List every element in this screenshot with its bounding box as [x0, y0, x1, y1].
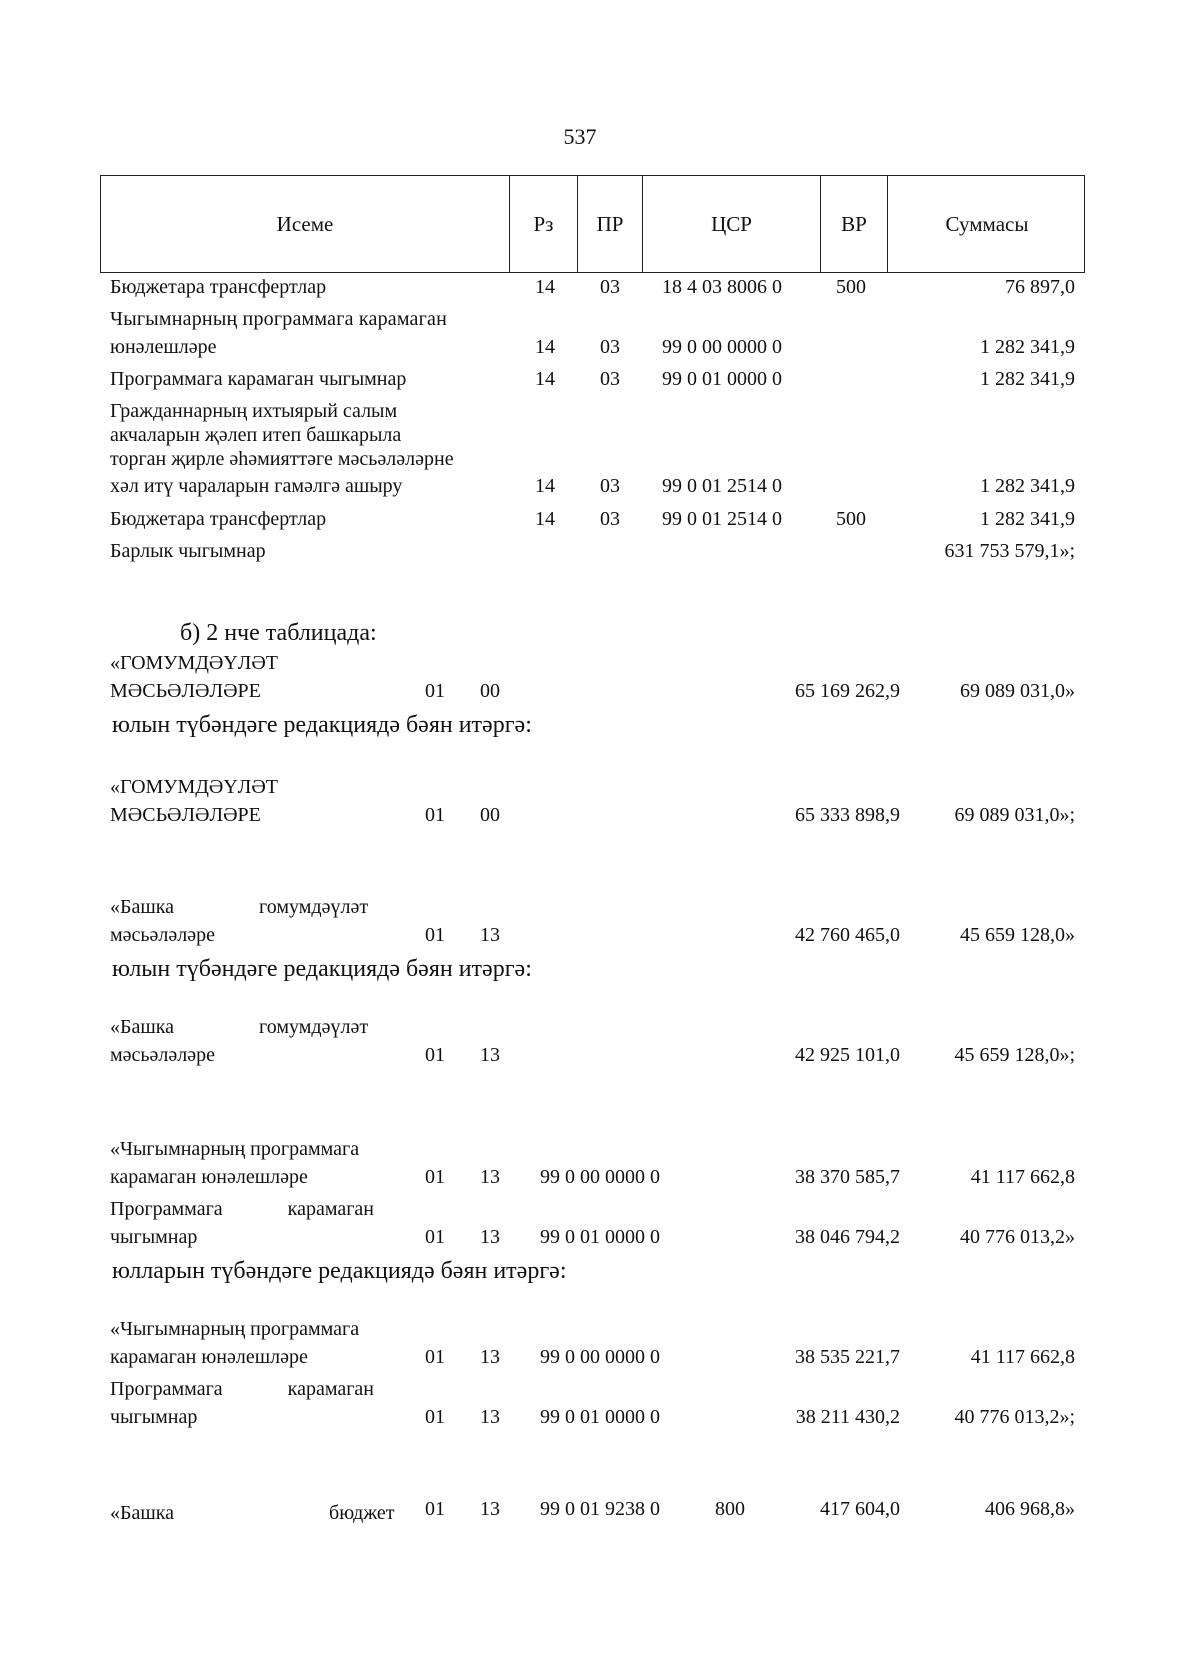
block-sum-2: 69 089 031,0»; — [954, 804, 1075, 826]
block-pr: 00 — [480, 680, 500, 702]
row-name: хәл итү чараларын гамәлгә ашыру — [110, 475, 403, 497]
block-sum-1: 38 535 221,7 — [795, 1346, 900, 1368]
row-name: Чыгымнарның программага карамаган — [110, 308, 448, 330]
instruction-text: юлын түбәндәге редакциядә бәян итәргә: — [112, 712, 532, 738]
row-name: Программага карамаган чыгымнар — [110, 368, 407, 390]
block-name: «ГОМУМДӘҮЛӘТ — [110, 776, 278, 798]
block-name: «Чыгымнарның программага — [110, 1318, 360, 1340]
block-sum-1: 65 333 898,9 — [795, 804, 900, 826]
row-sum: 1 282 341,9 — [980, 475, 1075, 497]
row-pr: 03 — [600, 368, 620, 390]
block-rz: 01 — [425, 680, 445, 702]
row-vr: 500 — [836, 276, 866, 298]
block-rz: 01 — [425, 1346, 445, 1368]
block-sum-1: 42 925 101,0 — [795, 1044, 900, 1066]
section-heading: б) 2 нче таблицада: — [180, 620, 377, 646]
block-rz: 01 — [425, 1166, 445, 1188]
header-rz: Рз — [509, 176, 577, 272]
block-sum-1: 65 169 262,9 — [795, 680, 900, 702]
row-rz: 14 — [535, 475, 555, 497]
block-name: МӘСЬӘЛӘЛӘРЕ — [110, 680, 261, 702]
block-name: чыгымнар — [110, 1406, 198, 1428]
row-sum: 76 897,0 — [1005, 276, 1075, 298]
block-sum-1: 38 370 585,7 — [795, 1166, 900, 1188]
row-pr: 03 — [600, 336, 620, 358]
block-sum-2: 45 659 128,0» — [960, 924, 1075, 946]
block-name: МӘСЬӘЛӘЛӘРЕ — [110, 804, 261, 826]
block-name: Программага карамаган — [110, 1378, 375, 1400]
header-vr: ВР — [820, 176, 887, 272]
block-rz: 01 — [425, 924, 445, 946]
block-sum-1: 38 211 430,2 — [795, 1406, 900, 1428]
block-rz: 01 — [425, 1406, 445, 1428]
block-pr: 00 — [480, 804, 500, 826]
row-name: юнәлешләре — [110, 336, 217, 358]
row-rz: 14 — [535, 276, 555, 298]
block-pr: 13 — [480, 924, 500, 946]
row-rz: 14 — [535, 368, 555, 390]
block-pr: 13 — [480, 1166, 500, 1188]
row-sum: 1 282 341,9 — [980, 368, 1075, 390]
block-sum-1: 417 604,0 — [820, 1498, 900, 1520]
block-csr: 99 0 01 0000 0 — [540, 1226, 660, 1248]
header-pr: ПР — [577, 176, 642, 272]
row-sum: 1 282 341,9 — [980, 508, 1075, 530]
row-pr: 03 — [600, 508, 620, 530]
row-name: акчаларын җәлеп итеп башкарыла — [110, 424, 402, 446]
block-sum-1: 38 046 794,2 — [795, 1226, 900, 1248]
row-name: Бюджетара трансфертлар — [110, 276, 327, 298]
block-csr: 99 0 01 0000 0 — [540, 1406, 660, 1428]
block-rz: 01 — [425, 1226, 445, 1248]
instruction-text: юлын түбәндәге редакциядә бәян итәргә: — [112, 956, 532, 982]
block-name: мәсьәләләре — [110, 1044, 215, 1066]
row-rz: 14 — [535, 508, 555, 530]
row-name: Гражданнарның ихтыярый салым — [110, 400, 398, 422]
row-vr: 500 — [836, 508, 866, 530]
block-sum-2: 45 659 128,0»; — [954, 1044, 1075, 1066]
block-name: карамаган юнәлешләре — [110, 1346, 308, 1368]
row-pr: 03 — [600, 475, 620, 497]
row-pr: 03 — [600, 276, 620, 298]
block-name: «Башка бюджет — [110, 1502, 395, 1524]
row-csr: 18 4 03 8006 0 — [662, 276, 782, 298]
block-pr: 13 — [480, 1498, 500, 1520]
header-sum: Суммасы — [887, 176, 1086, 272]
row-csr: 99 0 01 2514 0 — [662, 508, 782, 530]
block-vr: 800 — [715, 1498, 745, 1520]
block-csr: 99 0 00 0000 0 — [540, 1166, 660, 1188]
row-csr: 99 0 01 2514 0 — [662, 475, 782, 497]
block-sum-2: 406 968,8» — [985, 1498, 1075, 1520]
table-header — [100, 175, 1085, 273]
block-sum-2: 41 117 662,8 — [970, 1166, 1075, 1188]
block-sum-2: 69 089 031,0» — [960, 680, 1075, 702]
block-pr: 13 — [480, 1406, 500, 1428]
row-rz: 14 — [535, 336, 555, 358]
row-name: Бюджетара трансфертлар — [110, 508, 327, 530]
row-csr: 99 0 00 0000 0 — [662, 336, 782, 358]
block-pr: 13 — [480, 1044, 500, 1066]
row-sum: 631 753 579,1»; — [944, 540, 1075, 562]
block-sum-2: 41 117 662,8 — [970, 1346, 1075, 1368]
block-name: карамаган юнәлешләре — [110, 1166, 308, 1188]
row-csr: 99 0 01 0000 0 — [662, 368, 782, 390]
row-sum: 1 282 341,9 — [980, 336, 1075, 358]
block-name: Программага карамаган — [110, 1198, 375, 1220]
block-rz: 01 — [425, 1044, 445, 1066]
block-name: «Башка гомумдәүләт — [110, 1016, 369, 1038]
block-name: мәсьәләләре — [110, 924, 215, 946]
block-csr: 99 0 00 0000 0 — [540, 1346, 660, 1368]
block-sum-2: 40 776 013,2»; — [954, 1406, 1075, 1428]
block-name: чыгымнар — [110, 1226, 198, 1248]
instruction-text: юлларын түбәндәге редакциядә бәян итәргә: — [112, 1258, 567, 1284]
block-pr: 13 — [480, 1226, 500, 1248]
block-csr: 99 0 01 9238 0 — [540, 1498, 660, 1520]
block-name: «Башка гомумдәүләт — [110, 896, 369, 918]
row-name: Барлык чыгымнар — [110, 540, 266, 562]
block-rz: 01 — [425, 804, 445, 826]
block-name: «Чыгымнарның программага — [110, 1138, 360, 1160]
row-name: торган җирле әһәмияттәге мәсьәләләрне — [110, 448, 454, 470]
block-pr: 13 — [480, 1346, 500, 1368]
block-sum-1: 42 760 465,0 — [795, 924, 900, 946]
header-name: Исеме — [276, 211, 334, 236]
block-name: «ГОМУМДӘҮЛӘТ — [110, 652, 278, 674]
block-sum-2: 40 776 013,2» — [960, 1226, 1075, 1248]
header-csr: ЦСР — [642, 176, 820, 272]
block-rz: 01 — [425, 1498, 445, 1520]
page-number: 537 — [563, 124, 597, 149]
